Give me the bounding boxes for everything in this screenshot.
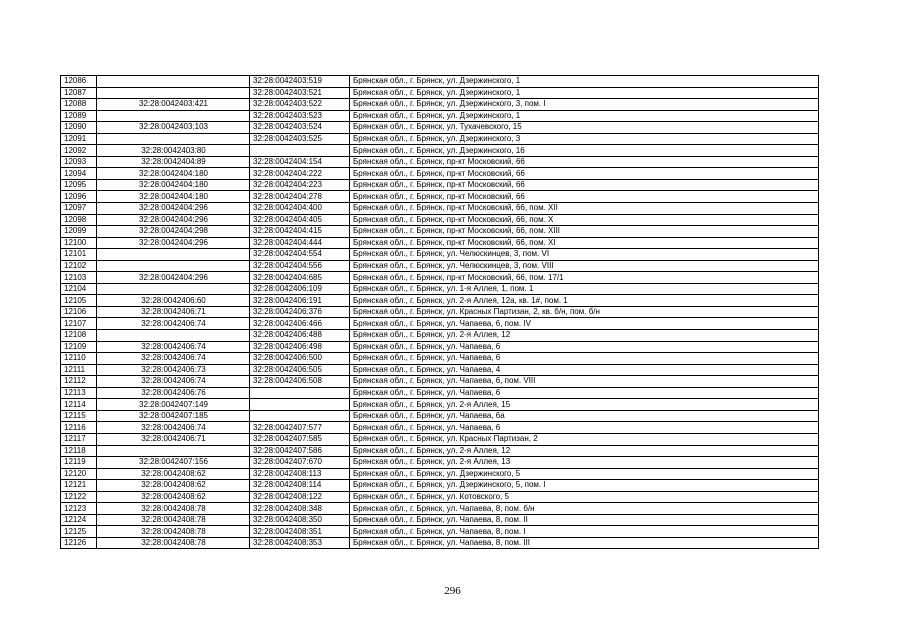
row-number-cell: 12098: [61, 214, 97, 226]
row-number-cell: 12087: [61, 87, 97, 99]
cadastral-number-cell: 32:28:0042403:521: [250, 87, 350, 99]
previous-cadastral-number-cell: 32:28:0042406:71: [97, 306, 250, 318]
address-cell: Брянская обл., г. Брянск, ул. Чапаева, 6: [350, 341, 819, 353]
address-cell: Брянская обл., г. Брянск, ул. Тухачевского, 15: [350, 122, 819, 134]
table-row: [61, 168, 819, 180]
row-number-cell: 12112: [61, 376, 97, 388]
cadastral-number-cell: 32:28:0042406:505: [250, 364, 350, 376]
table-row: [61, 283, 819, 295]
cadastral-number-cell: 32:28:0042406:191: [250, 295, 350, 307]
cadastral-number-cell: 32:28:0042406:498: [250, 341, 350, 353]
cadastral-number-cell: 32:28:0042404:556: [250, 260, 350, 272]
table-row: [61, 110, 819, 122]
cadastral-number-cell: 32:28:0042403:525: [250, 133, 350, 145]
table-row: [61, 341, 819, 353]
table-row: [61, 99, 819, 111]
address-cell: Брянская обл., г. Брянск, ул. Чапаева, 6: [350, 387, 819, 399]
row-number-cell: 12093: [61, 156, 97, 168]
previous-cadastral-number-cell: 32:28:0042404:296: [97, 237, 250, 249]
address-cell: Брянская обл., г. Брянск, ул. Чапаева, 8, пом. б/н: [350, 503, 819, 515]
cadastral-number-cell: 32:28:0042404:444: [250, 237, 350, 249]
previous-cadastral-number-cell: [97, 445, 250, 457]
cadastral-number-cell: 32:28:0042404:405: [250, 214, 350, 226]
row-number-cell: 12119: [61, 457, 97, 469]
table-row: [61, 468, 819, 480]
row-number-cell: 12116: [61, 422, 97, 434]
cadastral-number-cell: 32:28:0042408:350: [250, 514, 350, 526]
cadastral-number-cell: 32:28:0042404:685: [250, 272, 350, 284]
cadastral-number-cell: 32:28:0042404:223: [250, 179, 350, 191]
address-cell: Брянская обл., г. Брянск, пр-кт Московский, 66: [350, 156, 819, 168]
table-row: [61, 133, 819, 145]
cadastral-number-cell: 32:28:0042403:524: [250, 122, 350, 134]
table-row: [61, 364, 819, 376]
previous-cadastral-number-cell: 32:28:0042406:74: [97, 376, 250, 388]
row-number-cell: 12113: [61, 387, 97, 399]
address-cell: Брянская обл., г. Брянск, ул. Дзержинского, 5, пом. I: [350, 480, 819, 492]
table-row: [61, 480, 819, 492]
previous-cadastral-number-cell: 32:28:0042403:80: [97, 145, 250, 157]
address-cell: Брянская обл., г. Брянск, ул. 2-я Аллея, 13: [350, 457, 819, 469]
previous-cadastral-number-cell: 32:28:0042408:78: [97, 537, 250, 549]
row-number-cell: 12117: [61, 433, 97, 445]
row-number-cell: 12105: [61, 295, 97, 307]
previous-cadastral-number-cell: [97, 260, 250, 272]
row-number-cell: 12123: [61, 503, 97, 515]
cadastral-number-cell: [250, 387, 350, 399]
previous-cadastral-number-cell: 32:28:0042406:73: [97, 364, 250, 376]
address-cell: Брянская обл., г. Брянск, ул. Дзержинского, 1: [350, 110, 819, 122]
address-cell: Брянская обл., г. Брянск, ул. Чапаева, 6: [350, 422, 819, 434]
address-cell: Брянская обл., г. Брянск, ул. Чапаева, 4: [350, 364, 819, 376]
row-number-cell: 12100: [61, 237, 97, 249]
address-cell: Брянская обл., г. Брянск, ул. Красных Партизан, 2: [350, 433, 819, 445]
cadastral-number-cell: 32:28:0042408:348: [250, 503, 350, 515]
previous-cadastral-number-cell: 32:28:0042408:78: [97, 503, 250, 515]
cadastral-number-cell: 32:28:0042404:222: [250, 168, 350, 180]
row-number-cell: 12110: [61, 353, 97, 365]
address-cell: Брянская обл., г. Брянск, ул. 2-я Аллея, 12: [350, 330, 819, 342]
table-row: [61, 76, 819, 88]
page-number: 296: [444, 585, 461, 597]
address-cell: Брянская обл., г. Брянск, пр-кт Московский, 66, пом. X: [350, 214, 819, 226]
address-cell: Брянская обл., г. Брянск, ул. Чапаева, 6: [350, 353, 819, 365]
address-cell: Брянская обл., г. Брянск, ул. Чапаева, 6а: [350, 410, 819, 422]
previous-cadastral-number-cell: 32:28:0042406:76: [97, 387, 250, 399]
row-number-cell: 12091: [61, 133, 97, 145]
cadastral-number-cell: 32:28:0042408:113: [250, 468, 350, 480]
row-number-cell: 12120: [61, 468, 97, 480]
table-row: [61, 526, 819, 538]
cadastral-number-cell: [250, 399, 350, 411]
table-row: [61, 399, 819, 411]
table-row: [61, 260, 819, 272]
previous-cadastral-number-cell: 32:28:0042406:71: [97, 433, 250, 445]
table-row: [61, 457, 819, 469]
cadastral-number-cell: 32:28:0042404:400: [250, 203, 350, 215]
cadastral-number-cell: 32:28:0042406:500: [250, 353, 350, 365]
previous-cadastral-number-cell: 32:28:0042408:62: [97, 491, 250, 503]
cadastral-number-cell: 32:28:0042403:519: [250, 76, 350, 88]
table-row: [61, 226, 819, 238]
address-cell: Брянская обл., г. Брянск, ул. Дзержинского, 3, пом. I: [350, 99, 819, 111]
address-cell: Брянская обл., г. Брянск, пр-кт Московский, 66, пом. XIII: [350, 226, 819, 238]
row-number-cell: 12108: [61, 330, 97, 342]
row-number-cell: 12124: [61, 514, 97, 526]
registry-table-body: [61, 76, 819, 549]
address-cell: Брянская обл., г. Брянск, ул. Чапаева, 8, пом. II: [350, 514, 819, 526]
address-cell: Брянская обл., г. Брянск, ул. Котовского, 5: [350, 491, 819, 503]
table-row: [61, 214, 819, 226]
previous-cadastral-number-cell: 32:28:0042404:296: [97, 203, 250, 215]
cadastral-number-cell: 32:28:0042404:278: [250, 191, 350, 203]
table-row: [61, 145, 819, 157]
cadastral-number-cell: 32:28:0042404:415: [250, 226, 350, 238]
previous-cadastral-number-cell: 32:28:0042403:103: [97, 122, 250, 134]
address-cell: Брянская обл., г. Брянск, ул. Дзержинского, 1: [350, 87, 819, 99]
previous-cadastral-number-cell: 32:28:0042408:78: [97, 514, 250, 526]
address-cell: Брянская обл., г. Брянск, пр-кт Московский, 66: [350, 191, 819, 203]
row-number-cell: 12109: [61, 341, 97, 353]
table-row: [61, 433, 819, 445]
address-cell: Брянская обл., г. Брянск, ул. Челюскинцев, 3, пом. VIII: [350, 260, 819, 272]
row-number-cell: 12121: [61, 480, 97, 492]
table-row: [61, 514, 819, 526]
address-cell: Брянская обл., г. Брянск, ул. 2-я Аллея, 12а, кв. 1#, пом. 1: [350, 295, 819, 307]
address-cell: Брянская обл., г. Брянск, ул. Красных Партизан, 2, кв. б/н, пом. б/н: [350, 306, 819, 318]
table-row: [61, 306, 819, 318]
previous-cadastral-number-cell: [97, 283, 250, 295]
address-cell: Брянская обл., г. Брянск, ул. Чапаева, 8, пом. III: [350, 537, 819, 549]
cadastral-number-cell: 32:28:0042406:488: [250, 330, 350, 342]
cadastral-number-cell: 32:28:0042406:466: [250, 318, 350, 330]
previous-cadastral-number-cell: 32:28:0042404:296: [97, 214, 250, 226]
cadastral-number-cell: 32:28:0042407:577: [250, 422, 350, 434]
row-number-cell: 12092: [61, 145, 97, 157]
table-row: [61, 491, 819, 503]
previous-cadastral-number-cell: 32:28:0042408:62: [97, 468, 250, 480]
previous-cadastral-number-cell: 32:28:0042406:74: [97, 422, 250, 434]
table-row: [61, 237, 819, 249]
address-cell: Брянская обл., г. Брянск, ул. Челюскинцев, 3, пом. VI: [350, 249, 819, 261]
address-cell: Брянская обл., г. Брянск, ул. Дзержинского, 1: [350, 76, 819, 88]
previous-cadastral-number-cell: 32:28:0042404:180: [97, 191, 250, 203]
table-row: [61, 272, 819, 284]
row-number-cell: 12107: [61, 318, 97, 330]
row-number-cell: 12094: [61, 168, 97, 180]
address-cell: Брянская обл., г. Брянск, пр-кт Московский, 66, пом. XII: [350, 203, 819, 215]
cadastral-number-cell: 32:28:0042408:122: [250, 491, 350, 503]
table-row: [61, 353, 819, 365]
table-row: [61, 191, 819, 203]
address-cell: Брянская обл., г. Брянск, ул. Чапаева, 8, пом. I: [350, 526, 819, 538]
table-row: [61, 318, 819, 330]
table-row: [61, 87, 819, 99]
row-number-cell: 12103: [61, 272, 97, 284]
cadastral-number-cell: 32:28:0042406:109: [250, 283, 350, 295]
row-number-cell: 12102: [61, 260, 97, 272]
row-number-cell: 12089: [61, 110, 97, 122]
row-number-cell: 12106: [61, 306, 97, 318]
previous-cadastral-number-cell: 32:28:0042406:60: [97, 295, 250, 307]
row-number-cell: 12115: [61, 410, 97, 422]
address-cell: Брянская обл., г. Брянск, ул. Дзержинского, 16: [350, 145, 819, 157]
table-row: [61, 122, 819, 134]
previous-cadastral-number-cell: 32:28:0042404:296: [97, 272, 250, 284]
previous-cadastral-number-cell: 32:28:0042403:421: [97, 99, 250, 111]
row-number-cell: 12114: [61, 399, 97, 411]
address-cell: Брянская обл., г. Брянск, ул. Дзержинского, 5: [350, 468, 819, 480]
address-cell: Брянская обл., г. Брянск, ул. 2-я Аллея, 15: [350, 399, 819, 411]
table-row: [61, 410, 819, 422]
address-cell: Брянская обл., г. Брянск, пр-кт Московский, 66, пом. XI: [350, 237, 819, 249]
previous-cadastral-number-cell: 32:28:0042406:74: [97, 341, 250, 353]
table-row: [61, 503, 819, 515]
row-number-cell: 12125: [61, 526, 97, 538]
cadastral-number-cell: [250, 410, 350, 422]
cadastral-number-cell: 32:28:0042408:114: [250, 480, 350, 492]
table-row: [61, 445, 819, 457]
address-cell: Брянская обл., г. Брянск, ул. 2-я Аллея, 12: [350, 445, 819, 457]
address-cell: Брянская обл., г. Брянск, пр-кт Московский, 66: [350, 179, 819, 191]
address-cell: Брянская обл., г. Брянск, ул. Чапаева, 6, пом. VIII: [350, 376, 819, 388]
table-row: [61, 422, 819, 434]
registry-table: [60, 75, 819, 549]
table-row: [61, 295, 819, 307]
previous-cadastral-number-cell: 32:28:0042408:62: [97, 480, 250, 492]
cadastral-number-cell: [250, 145, 350, 157]
previous-cadastral-number-cell: [97, 133, 250, 145]
cadastral-number-cell: 32:28:0042404:554: [250, 249, 350, 261]
table-row: [61, 330, 819, 342]
cadastral-number-cell: 32:28:0042403:522: [250, 99, 350, 111]
row-number-cell: 12088: [61, 99, 97, 111]
cadastral-number-cell: 32:28:0042403:523: [250, 110, 350, 122]
previous-cadastral-number-cell: 32:28:0042406:74: [97, 353, 250, 365]
table-row: [61, 156, 819, 168]
previous-cadastral-number-cell: 32:28:0042404:298: [97, 226, 250, 238]
table-row: [61, 387, 819, 399]
row-number-cell: 12104: [61, 283, 97, 295]
table-row: [61, 179, 819, 191]
cadastral-number-cell: 32:28:0042407:670: [250, 457, 350, 469]
row-number-cell: 12111: [61, 364, 97, 376]
previous-cadastral-number-cell: 32:28:0042404:180: [97, 179, 250, 191]
previous-cadastral-number-cell: 32:28:0042406:74: [97, 318, 250, 330]
previous-cadastral-number-cell: 32:28:0042407:185: [97, 410, 250, 422]
row-number-cell: 12086: [61, 76, 97, 88]
address-cell: Брянская обл., г. Брянск, ул. Чапаева, 6, пом. IV: [350, 318, 819, 330]
row-number-cell: 12090: [61, 122, 97, 134]
address-cell: Брянская обл., г. Брянск, ул. Дзержинского, 3: [350, 133, 819, 145]
previous-cadastral-number-cell: [97, 110, 250, 122]
address-cell: Брянская обл., г. Брянск, ул. 1-я Аллея, 1, пом. 1: [350, 283, 819, 295]
table-row: [61, 249, 819, 261]
cadastral-number-cell: 32:28:0042408:351: [250, 526, 350, 538]
table-row: [61, 537, 819, 549]
row-number-cell: 12097: [61, 203, 97, 215]
cadastral-number-cell: 32:28:0042407:585: [250, 433, 350, 445]
row-number-cell: 12126: [61, 537, 97, 549]
previous-cadastral-number-cell: 32:28:0042407:149: [97, 399, 250, 411]
previous-cadastral-number-cell: [97, 76, 250, 88]
previous-cadastral-number-cell: 32:28:0042404:89: [97, 156, 250, 168]
previous-cadastral-number-cell: [97, 330, 250, 342]
cadastral-number-cell: 32:28:0042407:586: [250, 445, 350, 457]
row-number-cell: 12099: [61, 226, 97, 238]
cadastral-number-cell: 32:28:0042406:376: [250, 306, 350, 318]
previous-cadastral-number-cell: 32:28:0042408:78: [97, 526, 250, 538]
table-row: [61, 203, 819, 215]
previous-cadastral-number-cell: 32:28:0042407:156: [97, 457, 250, 469]
previous-cadastral-number-cell: [97, 249, 250, 261]
cadastral-number-cell: 32:28:0042408:353: [250, 537, 350, 549]
previous-cadastral-number-cell: 32:28:0042404:180: [97, 168, 250, 180]
address-cell: Брянская обл., г. Брянск, пр-кт Московский, 66: [350, 168, 819, 180]
row-number-cell: 12122: [61, 491, 97, 503]
row-number-cell: 12095: [61, 179, 97, 191]
address-cell: Брянская обл., г. Брянск, пр-кт Московский, 66, пом. 17/1: [350, 272, 819, 284]
row-number-cell: 12096: [61, 191, 97, 203]
row-number-cell: 12118: [61, 445, 97, 457]
table-row: [61, 376, 819, 388]
row-number-cell: 12101: [61, 249, 97, 261]
cadastral-number-cell: 32:28:0042406:508: [250, 376, 350, 388]
previous-cadastral-number-cell: [97, 87, 250, 99]
cadastral-number-cell: 32:28:0042404:154: [250, 156, 350, 168]
